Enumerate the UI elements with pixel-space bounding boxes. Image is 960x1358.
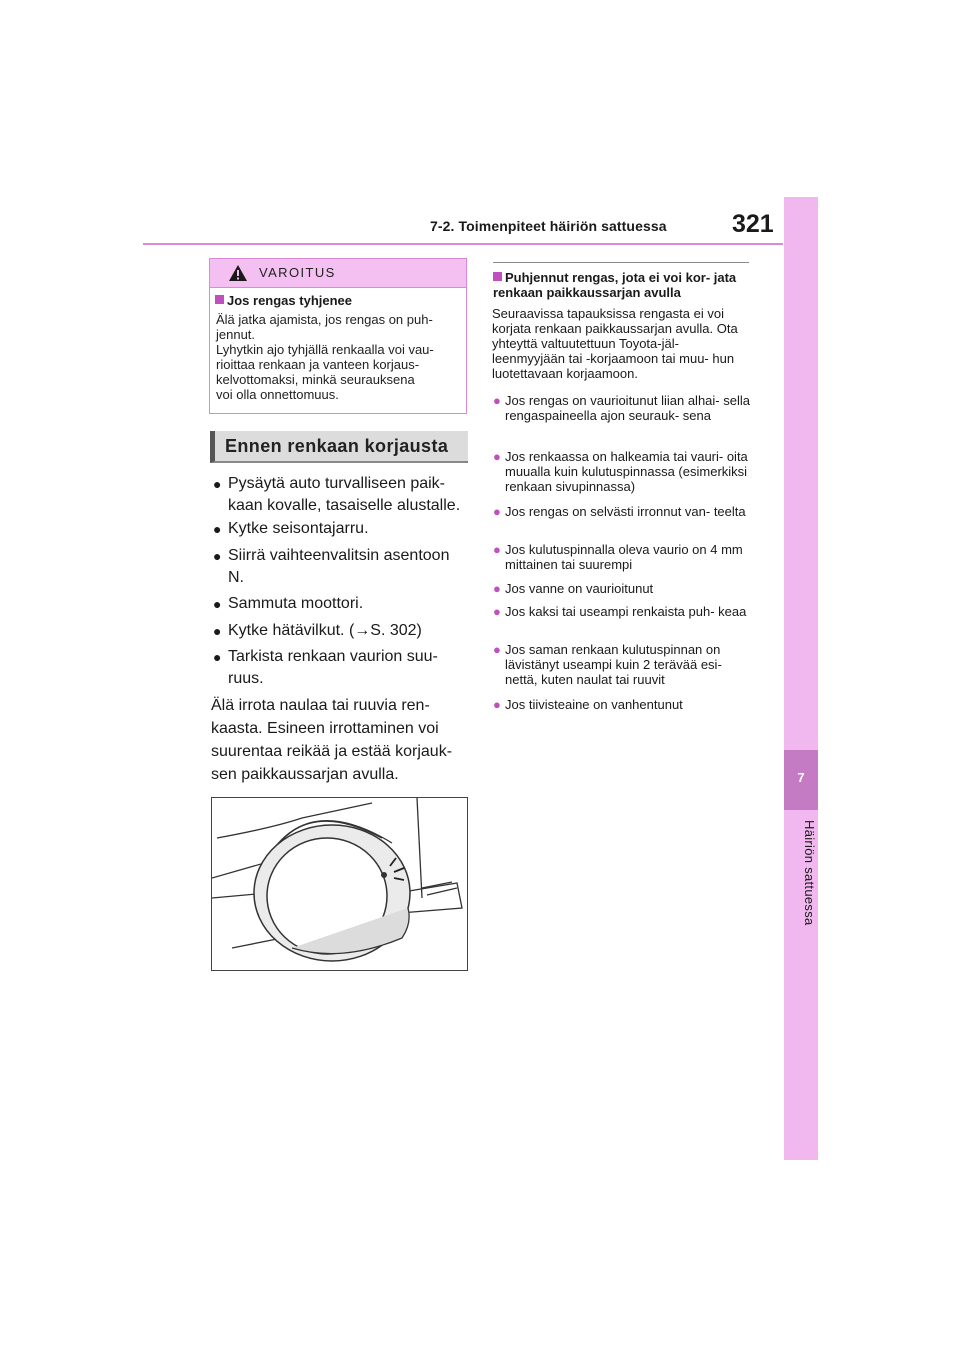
list-item: ● Siirrä vaihteenvalitsin asentoon N. — [213, 547, 450, 586]
header-rule — [143, 243, 783, 245]
right-heading-text: Puhjennut rengas, jota ei voi kor- jata renkaan paikkaussarjan avulla — [493, 270, 737, 300]
warning-text: Älä jatka ajamista, jos rengas on puh- jennut. Lyhytkin ajo tyhjällä renkaalla voi vau- rioittaa renkaan ja vanteen korjaus- kelvottomaksi, minkä seurauksena voi olla onnettomuus. — [216, 312, 434, 402]
warning-heading-text: Jos rengas tyhjenee — [227, 293, 352, 308]
warning-triangle-icon — [228, 264, 248, 282]
bullet-dot-icon: ● — [493, 542, 501, 557]
list-item: ● Jos kulutuspinnalla oleva vaurio on 4 mm mittainen tai suurempi — [493, 542, 743, 572]
bullet-dot-icon: ● — [493, 642, 501, 657]
list-item: ● Jos rengas on selvästi irronnut van- teelta — [493, 504, 746, 519]
bullet-dot-icon: ● — [493, 504, 501, 519]
right-heading — [493, 270, 751, 300]
running-header: 7-2. Toimenpiteet häiriön sattuessa — [430, 218, 667, 234]
bullet-dot-icon: ● — [493, 393, 501, 408]
list-item: ● Jos kaksi tai useampi renkaista puh- keaa — [493, 604, 747, 619]
list-item: ● Pysäytä auto turvalliseen paik- kaan kovalle, tasaiselle alustalle. — [213, 475, 461, 514]
list-item: ● Kytke seisontajarru. — [213, 518, 468, 540]
bullet-dot-icon: ● — [213, 521, 222, 537]
bullet-dot-icon: ● — [213, 596, 222, 612]
bullet-dot-icon: ● — [213, 649, 222, 665]
bullet-dot-icon: ● — [213, 476, 222, 492]
page-number: 321 — [732, 210, 774, 238]
warning-header — [210, 259, 466, 288]
bullet-dot-icon: ● — [493, 581, 501, 596]
chapter-number: 7 — [797, 770, 805, 785]
bullet-dot-icon: ● — [493, 604, 501, 619]
pink-square-marker — [493, 272, 502, 281]
warning-heading — [215, 293, 352, 308]
list-item: ● Sammuta moottori. — [213, 593, 468, 615]
list-item: ● Jos saman renkaan kulutuspinnan on lävistänyt useampi kuin 2 terävää esi- nettä, kuten naulat tai ruuvit — [493, 642, 722, 687]
bullet-dot-icon: ● — [493, 697, 501, 712]
list-item: ● Tarkista renkaan vaurion suu- ruus. — [213, 648, 438, 687]
warning-box — [209, 258, 467, 414]
list-item: ● Jos rengas on vaurioitunut liian alhai- sella rengaspaineella ajon seurauk- sena — [493, 393, 750, 423]
bullet-dot-icon: ● — [213, 548, 222, 564]
right-column-rule — [493, 262, 749, 263]
right-intro: Seuraavissa tapauksissa rengasta ei voi korjata renkaan paikkaussarjan avulla. Ota yhteyttä valtuutettuun Toyota-jäl- leenmyyjään tai -korjaamoon tai muu- hun luotettavaan korjaamoon. — [492, 306, 738, 381]
flat-tire-illustration — [212, 798, 467, 970]
pink-square-marker — [215, 295, 224, 304]
chapter-side-tab — [784, 197, 818, 1160]
bullet-dot-icon: ● — [493, 449, 501, 464]
tire-illustration — [211, 797, 468, 971]
warning-title: VAROITUS — [259, 265, 336, 280]
list-item: ● Jos vanne on vaurioitunut — [493, 581, 654, 596]
list-item: ● Jos renkaassa on halkeamia tai vauri- oita muualla kuin kulutuspinnassa (esimerkiksi renkaan sivupinnassa) — [493, 449, 748, 494]
bullet-dot-icon: ● — [213, 623, 222, 639]
body-paragraph: Älä irrota naulaa tai ruuvia ren- kaasta. Esineen irrottaminen voi suurentaa reikää ja estää korjauk- sen paikkaussarjan avulla. — [211, 697, 453, 783]
list-item: ● Kytke hätävilkut. (→S. 302) — [213, 620, 468, 642]
chapter-label: Häiriön sattuessa — [802, 820, 817, 926]
list-item: ● Jos tiivisteaine on vanhentunut — [493, 697, 683, 712]
section-heading-text: Ennen renkaan korjausta — [225, 436, 449, 456]
section-heading — [210, 431, 468, 463]
